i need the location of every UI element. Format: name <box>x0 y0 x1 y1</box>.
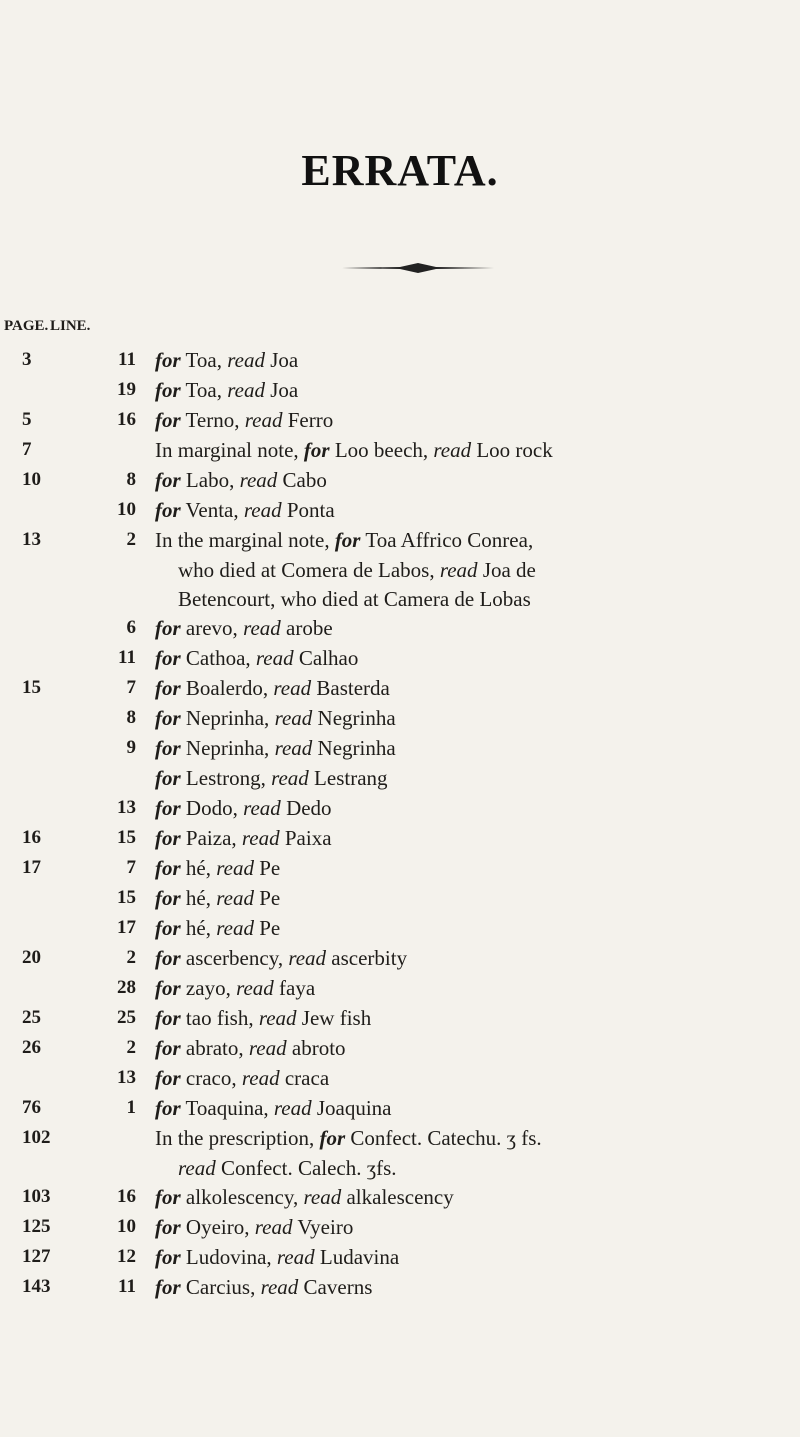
errata-row <box>0 703 800 733</box>
correction-text <box>155 1033 346 1063</box>
corrected-text: Caverns <box>303 1275 373 1299</box>
erroneous-text: Cathoa, <box>185 646 251 670</box>
errata-row <box>0 643 800 673</box>
for-keyword: for <box>155 646 181 670</box>
correction-text <box>155 375 298 405</box>
for-keyword: for <box>155 946 181 970</box>
for-keyword: for <box>155 1006 181 1030</box>
erroneous-text: Neprinha, <box>185 706 270 730</box>
corrected-text: Joaquina <box>316 1096 392 1120</box>
correction-text <box>155 1272 372 1302</box>
read-keyword: read <box>254 1215 293 1239</box>
errata-row <box>0 375 800 405</box>
errata-row <box>0 345 800 375</box>
line-number: 17 <box>117 917 136 938</box>
read-keyword: read <box>303 1185 342 1209</box>
errata-row <box>0 555 800 584</box>
erroneous-text: Toaquina, <box>185 1096 269 1120</box>
line-number: 10 <box>117 499 136 520</box>
corrected-text: Pe <box>259 916 281 940</box>
corrected-text: Ludavina <box>319 1245 400 1269</box>
page-number: 127 <box>22 1246 51 1267</box>
correction-text <box>155 1123 542 1153</box>
corrected-text: Joa <box>270 348 299 372</box>
corrected-text: faya <box>279 976 316 1000</box>
line-number: 13 <box>117 1067 136 1088</box>
for-keyword: for <box>155 916 181 940</box>
correction-text <box>155 973 315 1003</box>
erroneous-text: Carcius, <box>185 1275 256 1299</box>
page-title: ERRATA. <box>301 146 499 195</box>
header-line: LINE. <box>50 318 91 334</box>
correction-text <box>155 763 388 793</box>
errata-row <box>0 793 800 823</box>
page-number: 76 <box>22 1097 41 1118</box>
page-number: 7 <box>22 439 32 460</box>
erroneous-text: Toa, <box>185 378 222 402</box>
read-keyword: read <box>239 468 278 492</box>
read-keyword: read <box>216 856 254 880</box>
corrected-text: Pe <box>259 886 281 910</box>
for-keyword: for <box>155 1215 181 1239</box>
errata-row <box>0 1123 800 1153</box>
line-number: 2 <box>126 529 136 550</box>
erroneous-text: Paiza, <box>185 826 237 850</box>
errata-row <box>0 1033 800 1063</box>
for-keyword: for <box>155 1185 181 1209</box>
correction-text <box>155 1063 329 1093</box>
read-keyword: read <box>227 348 265 372</box>
read-keyword: read <box>241 1066 280 1090</box>
page-number: 16 <box>22 827 41 848</box>
errata-row <box>0 1242 800 1272</box>
read-keyword: read <box>178 1156 216 1180</box>
read-keyword: read <box>244 408 283 432</box>
for-keyword: for <box>155 886 181 910</box>
correction-text <box>155 913 280 943</box>
erroneous-text: alkolescency, <box>185 1185 299 1209</box>
errata-row <box>0 1212 800 1242</box>
for-keyword: for <box>155 616 181 640</box>
read-keyword: read <box>271 766 309 790</box>
errata-row <box>0 823 800 853</box>
errata-row <box>0 435 800 465</box>
for-keyword: for <box>155 408 181 432</box>
correction-text <box>155 733 396 763</box>
errata-row <box>0 1003 800 1033</box>
read-keyword: read <box>227 378 265 402</box>
line-number: 11 <box>118 647 136 668</box>
line-number: 16 <box>117 1186 136 1207</box>
read-keyword: read <box>216 886 254 910</box>
for-keyword: for <box>155 1066 181 1090</box>
corrected-text: Pe <box>259 856 281 880</box>
read-keyword: read <box>274 706 313 730</box>
correction-text <box>155 1182 454 1212</box>
read-keyword: read <box>273 1096 312 1120</box>
line-number: 2 <box>126 1037 136 1058</box>
line-number: 13 <box>117 797 136 818</box>
erroneous-text: Neprinha, <box>185 736 270 760</box>
correction-text <box>155 793 332 823</box>
erroneous-text: Toa Affrico Conrea, <box>365 528 534 552</box>
erroneous-text: Dodo, <box>185 796 238 820</box>
errata-row <box>0 733 800 763</box>
erroneous-text: Toa, <box>185 348 222 372</box>
corrected-text: craca <box>284 1066 330 1090</box>
correction-text <box>155 525 533 555</box>
errata-row <box>0 943 800 973</box>
for-keyword: for <box>155 1036 181 1060</box>
corrected-text: Joa de <box>482 558 536 582</box>
read-keyword: read <box>276 1245 315 1269</box>
for-keyword: for <box>155 468 181 492</box>
line-number: 28 <box>117 977 136 998</box>
for-keyword: for <box>155 736 181 760</box>
page-number: 143 <box>22 1276 51 1297</box>
erroneous-text: hé, <box>185 856 211 880</box>
correction-text <box>155 1242 399 1272</box>
for-keyword: for <box>155 348 181 372</box>
for-keyword: for <box>155 856 181 880</box>
errata-row <box>0 1182 800 1212</box>
corrected-text: Vyeiro <box>297 1215 354 1239</box>
correction-text <box>155 673 390 703</box>
erroneous-text: arevo, <box>185 616 238 640</box>
column-headers <box>0 318 800 342</box>
correction-text <box>155 853 280 883</box>
corrected-text: Negrinha <box>317 736 396 760</box>
corrected-text: Ponta <box>286 498 335 522</box>
page-number: 103 <box>22 1186 51 1207</box>
errata-row <box>0 525 800 555</box>
erroneous-text: hé, <box>185 916 211 940</box>
for-keyword: for <box>155 378 181 402</box>
erroneous-text: ascerbency, <box>185 946 284 970</box>
page-number: 25 <box>22 1007 41 1028</box>
line-number: 16 <box>117 409 136 430</box>
header-page: PAGE. <box>4 318 49 334</box>
corrected-text: Loo rock <box>476 438 553 462</box>
erroneous-text: Loo beech, <box>334 438 429 462</box>
for-keyword: for <box>155 766 181 790</box>
read-keyword: read <box>274 736 313 760</box>
line-number: 11 <box>118 349 136 370</box>
correction-text <box>178 584 531 614</box>
correction-text <box>178 1153 397 1183</box>
line-number: 10 <box>117 1216 136 1237</box>
read-keyword: read <box>439 558 478 582</box>
erroneous-text: Oyeiro, <box>185 1215 250 1239</box>
errata-row <box>0 465 800 495</box>
line-number: 12 <box>117 1246 136 1267</box>
read-keyword: read <box>243 498 282 522</box>
correction-text <box>155 345 298 375</box>
erroneous-text: craco, <box>185 1066 237 1090</box>
line-number: 15 <box>117 887 136 908</box>
erroneous-text: Ludovina, <box>185 1245 272 1269</box>
corrected-text: Paixa <box>284 826 332 850</box>
erroneous-text: hé, <box>185 886 211 910</box>
read-keyword: read <box>241 826 280 850</box>
errata-row <box>0 913 800 943</box>
page-number: 3 <box>22 349 32 370</box>
continuation-text: Betencourt, who died at Camera de Lobas <box>178 587 531 611</box>
erroneous-text: Terno, <box>185 408 240 432</box>
continuation-text: who died at Comera de Labos, <box>178 558 435 582</box>
page-number: 125 <box>22 1216 51 1237</box>
line-number: 8 <box>126 469 136 490</box>
read-keyword: read <box>288 946 327 970</box>
errata-row <box>0 405 800 435</box>
read-keyword: read <box>258 1006 297 1030</box>
corrected-text: Calhao <box>298 646 359 670</box>
line-number: 7 <box>126 857 136 878</box>
correction-text <box>155 823 332 853</box>
corrected-text: Confect. Calech. ʒfs. <box>220 1156 397 1180</box>
line-number: 7 <box>126 677 136 698</box>
correction-text <box>155 1093 392 1123</box>
read-keyword: read <box>255 646 294 670</box>
for-keyword: for <box>155 826 181 850</box>
correction-text <box>155 1003 371 1033</box>
read-keyword: read <box>248 1036 287 1060</box>
for-keyword: for <box>155 706 181 730</box>
line-number: 25 <box>117 1007 136 1028</box>
errata-row <box>0 973 800 1003</box>
page-number: 26 <box>22 1037 41 1058</box>
corrected-text: Lestrang <box>314 766 388 790</box>
correction-text <box>155 1212 353 1242</box>
erroneous-text: zayo, <box>185 976 231 1000</box>
line-number: 9 <box>126 737 136 758</box>
corrected-text: Cabo <box>282 468 327 492</box>
errata-row <box>0 1272 800 1302</box>
read-keyword: read <box>236 976 274 1000</box>
for-keyword: for <box>155 1096 181 1120</box>
line-number: 6 <box>126 617 136 638</box>
erroneous-text: abrato, <box>185 1036 244 1060</box>
note-prefix: In the prescription, <box>155 1126 315 1150</box>
for-keyword: for <box>155 1275 181 1299</box>
ornament-divider-icon <box>340 262 496 274</box>
for-keyword: for <box>155 1245 181 1269</box>
erroneous-text: Labo, <box>185 468 235 492</box>
erroneous-text: tao fish, <box>185 1006 254 1030</box>
page-number: 10 <box>22 469 41 490</box>
page-number: 20 <box>22 947 41 968</box>
errata-list <box>0 345 800 1302</box>
for-keyword: for <box>155 976 181 1000</box>
correction-text <box>155 465 327 495</box>
corrected-text: arobe <box>286 616 333 640</box>
erroneous-text: Boalerdo, <box>185 676 269 700</box>
correction-text <box>155 405 333 435</box>
line-number: 19 <box>117 379 136 400</box>
corrected-text: Jew fish <box>301 1006 372 1030</box>
errata-row <box>0 495 800 525</box>
line-number: 1 <box>126 1097 136 1118</box>
erroneous-text: Confect. Catechu. ʒ fs. <box>350 1126 542 1150</box>
note-prefix: In marginal note, <box>155 438 299 462</box>
erroneous-text: Venta, <box>185 498 239 522</box>
corrected-text: abroto <box>291 1036 346 1060</box>
errata-row <box>0 613 800 643</box>
errata-row <box>0 1093 800 1123</box>
line-number: 2 <box>126 947 136 968</box>
correction-text <box>155 495 335 525</box>
corrected-text: Negrinha <box>317 706 396 730</box>
correction-text <box>155 643 358 673</box>
page-number: 13 <box>22 529 41 550</box>
erroneous-text: Lestrong, <box>185 766 266 790</box>
for-keyword: for <box>303 438 330 462</box>
errata-row <box>0 853 800 883</box>
for-keyword: for <box>155 498 181 522</box>
errata-row <box>0 584 800 613</box>
line-number: 11 <box>118 1276 136 1297</box>
corrected-text: ascerbity <box>331 946 408 970</box>
read-keyword: read <box>216 916 254 940</box>
correction-text <box>155 943 407 973</box>
corrected-text: Basterda <box>316 676 390 700</box>
read-keyword: read <box>260 1275 299 1299</box>
corrected-text: Dedo <box>286 796 332 820</box>
errata-row <box>0 763 800 793</box>
line-number: 8 <box>126 707 136 728</box>
corrected-text: Joa <box>270 378 299 402</box>
read-keyword: read <box>243 796 281 820</box>
errata-row <box>0 883 800 913</box>
for-keyword: for <box>155 796 181 820</box>
for-keyword: for <box>155 676 181 700</box>
correction-text <box>178 555 536 585</box>
page-number: 15 <box>22 677 41 698</box>
errata-row <box>0 1063 800 1093</box>
correction-text <box>155 703 396 733</box>
note-prefix: In the marginal note, <box>155 528 330 552</box>
line-number: 15 <box>117 827 136 848</box>
correction-text <box>155 883 280 913</box>
correction-text <box>155 613 333 643</box>
errata-row <box>0 1153 800 1182</box>
page-number: 102 <box>22 1127 51 1148</box>
read-keyword: read <box>243 616 281 640</box>
correction-text <box>155 435 553 465</box>
read-keyword: read <box>273 676 312 700</box>
page-number: 17 <box>22 857 41 878</box>
errata-row <box>0 673 800 703</box>
for-keyword: for <box>319 1126 346 1150</box>
corrected-text: alkalescency <box>346 1185 454 1209</box>
for-keyword: for <box>334 528 361 552</box>
page-number: 5 <box>22 409 32 430</box>
corrected-text: Ferro <box>287 408 334 432</box>
read-keyword: read <box>433 438 472 462</box>
